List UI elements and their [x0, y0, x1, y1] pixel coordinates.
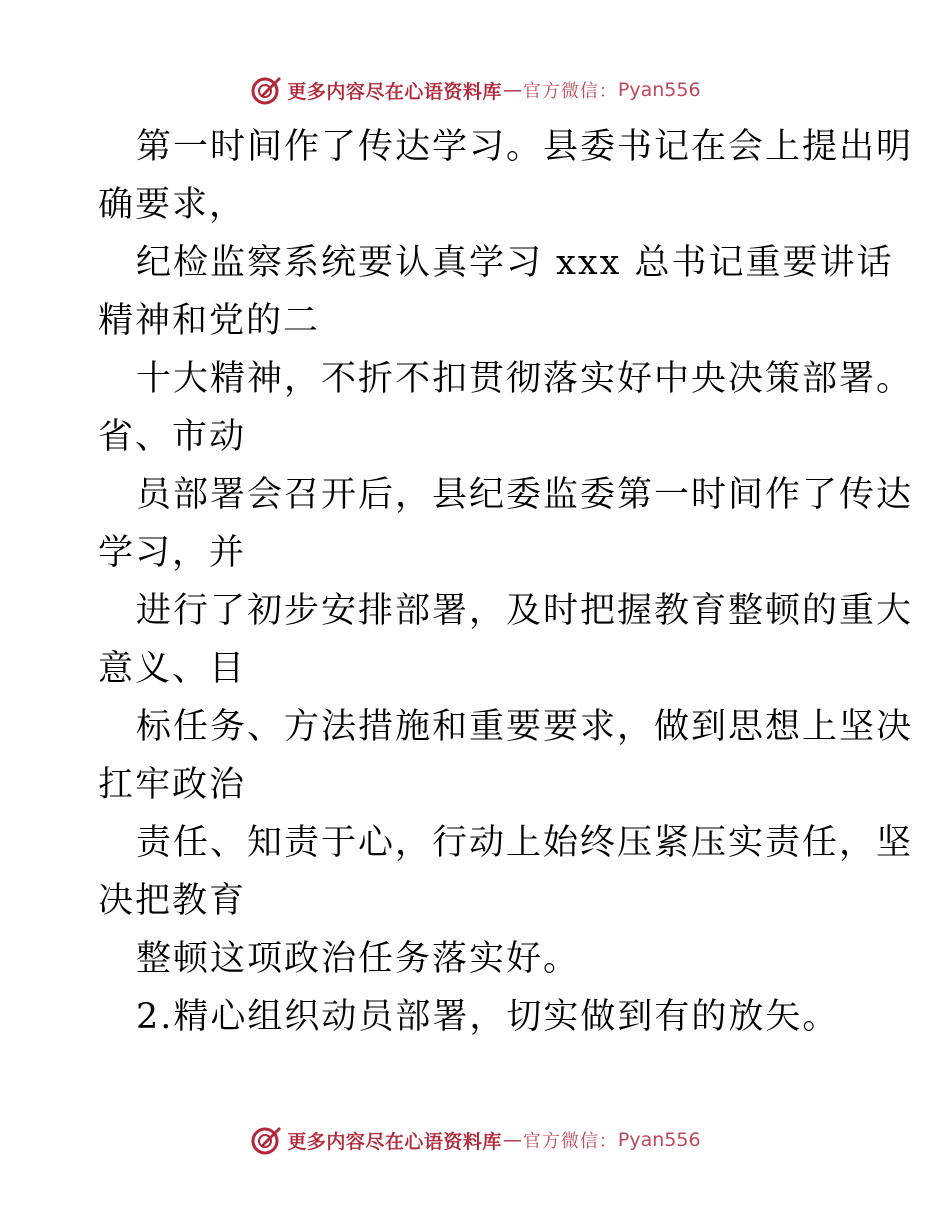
text-line: 2.精心组织动员部署，切实做到有的放矢。: [136, 997, 840, 1037]
watermark-dash: —: [502, 1129, 522, 1151]
footer-watermark: [0, 1120, 950, 1160]
text-line: 意义、目: [98, 649, 247, 689]
text-line: 精神和党的二: [98, 301, 321, 341]
watermark-text: 更多内容尽在心语资料库: [287, 1130, 502, 1153]
header-watermark: [0, 70, 950, 110]
document-body: [98, 118, 914, 1046]
text-line: 确要求，: [98, 185, 247, 225]
text-line: 扛牢政治: [98, 765, 247, 805]
text-line: 进行了初步安排部署，及时把握教育整顿的重大: [136, 591, 914, 631]
text-line: 第一时间作了传达学习。县委书记在会上提出明: [136, 127, 914, 167]
text-line: 员部署会召开后，县纪委监委第一时间作了传达: [136, 475, 914, 515]
text-line: 整顿这项政治任务落实好。: [136, 939, 581, 979]
pen-logo-icon: [249, 1123, 283, 1157]
text-line: 省、市动: [98, 417, 247, 457]
pen-logo-icon: [249, 73, 283, 107]
watermark-text: 更多内容尽在心语资料库: [287, 80, 502, 103]
text-line: 决把教育: [98, 881, 247, 921]
watermark-dash: —: [502, 79, 522, 101]
text-line: 十大精神，不折不扣贯彻落实好中央决策部署。: [136, 359, 914, 399]
text-line: 责任、知责于心，行动上始终压紧压实责任，坚: [136, 823, 914, 863]
text-line: 标任务、方法措施和重要要求，做到思想上坚决: [136, 707, 914, 747]
watermark-label: 官方微信：: [522, 81, 618, 102]
watermark-id: Pyan556: [617, 1129, 701, 1151]
text-line: 纪检监察系统要认真学习 xxx 总书记重要讲话: [136, 243, 894, 283]
watermark-id: Pyan556: [617, 79, 701, 101]
text-line: 学习，并: [98, 533, 247, 573]
watermark-label: 官方微信：: [522, 1131, 618, 1152]
